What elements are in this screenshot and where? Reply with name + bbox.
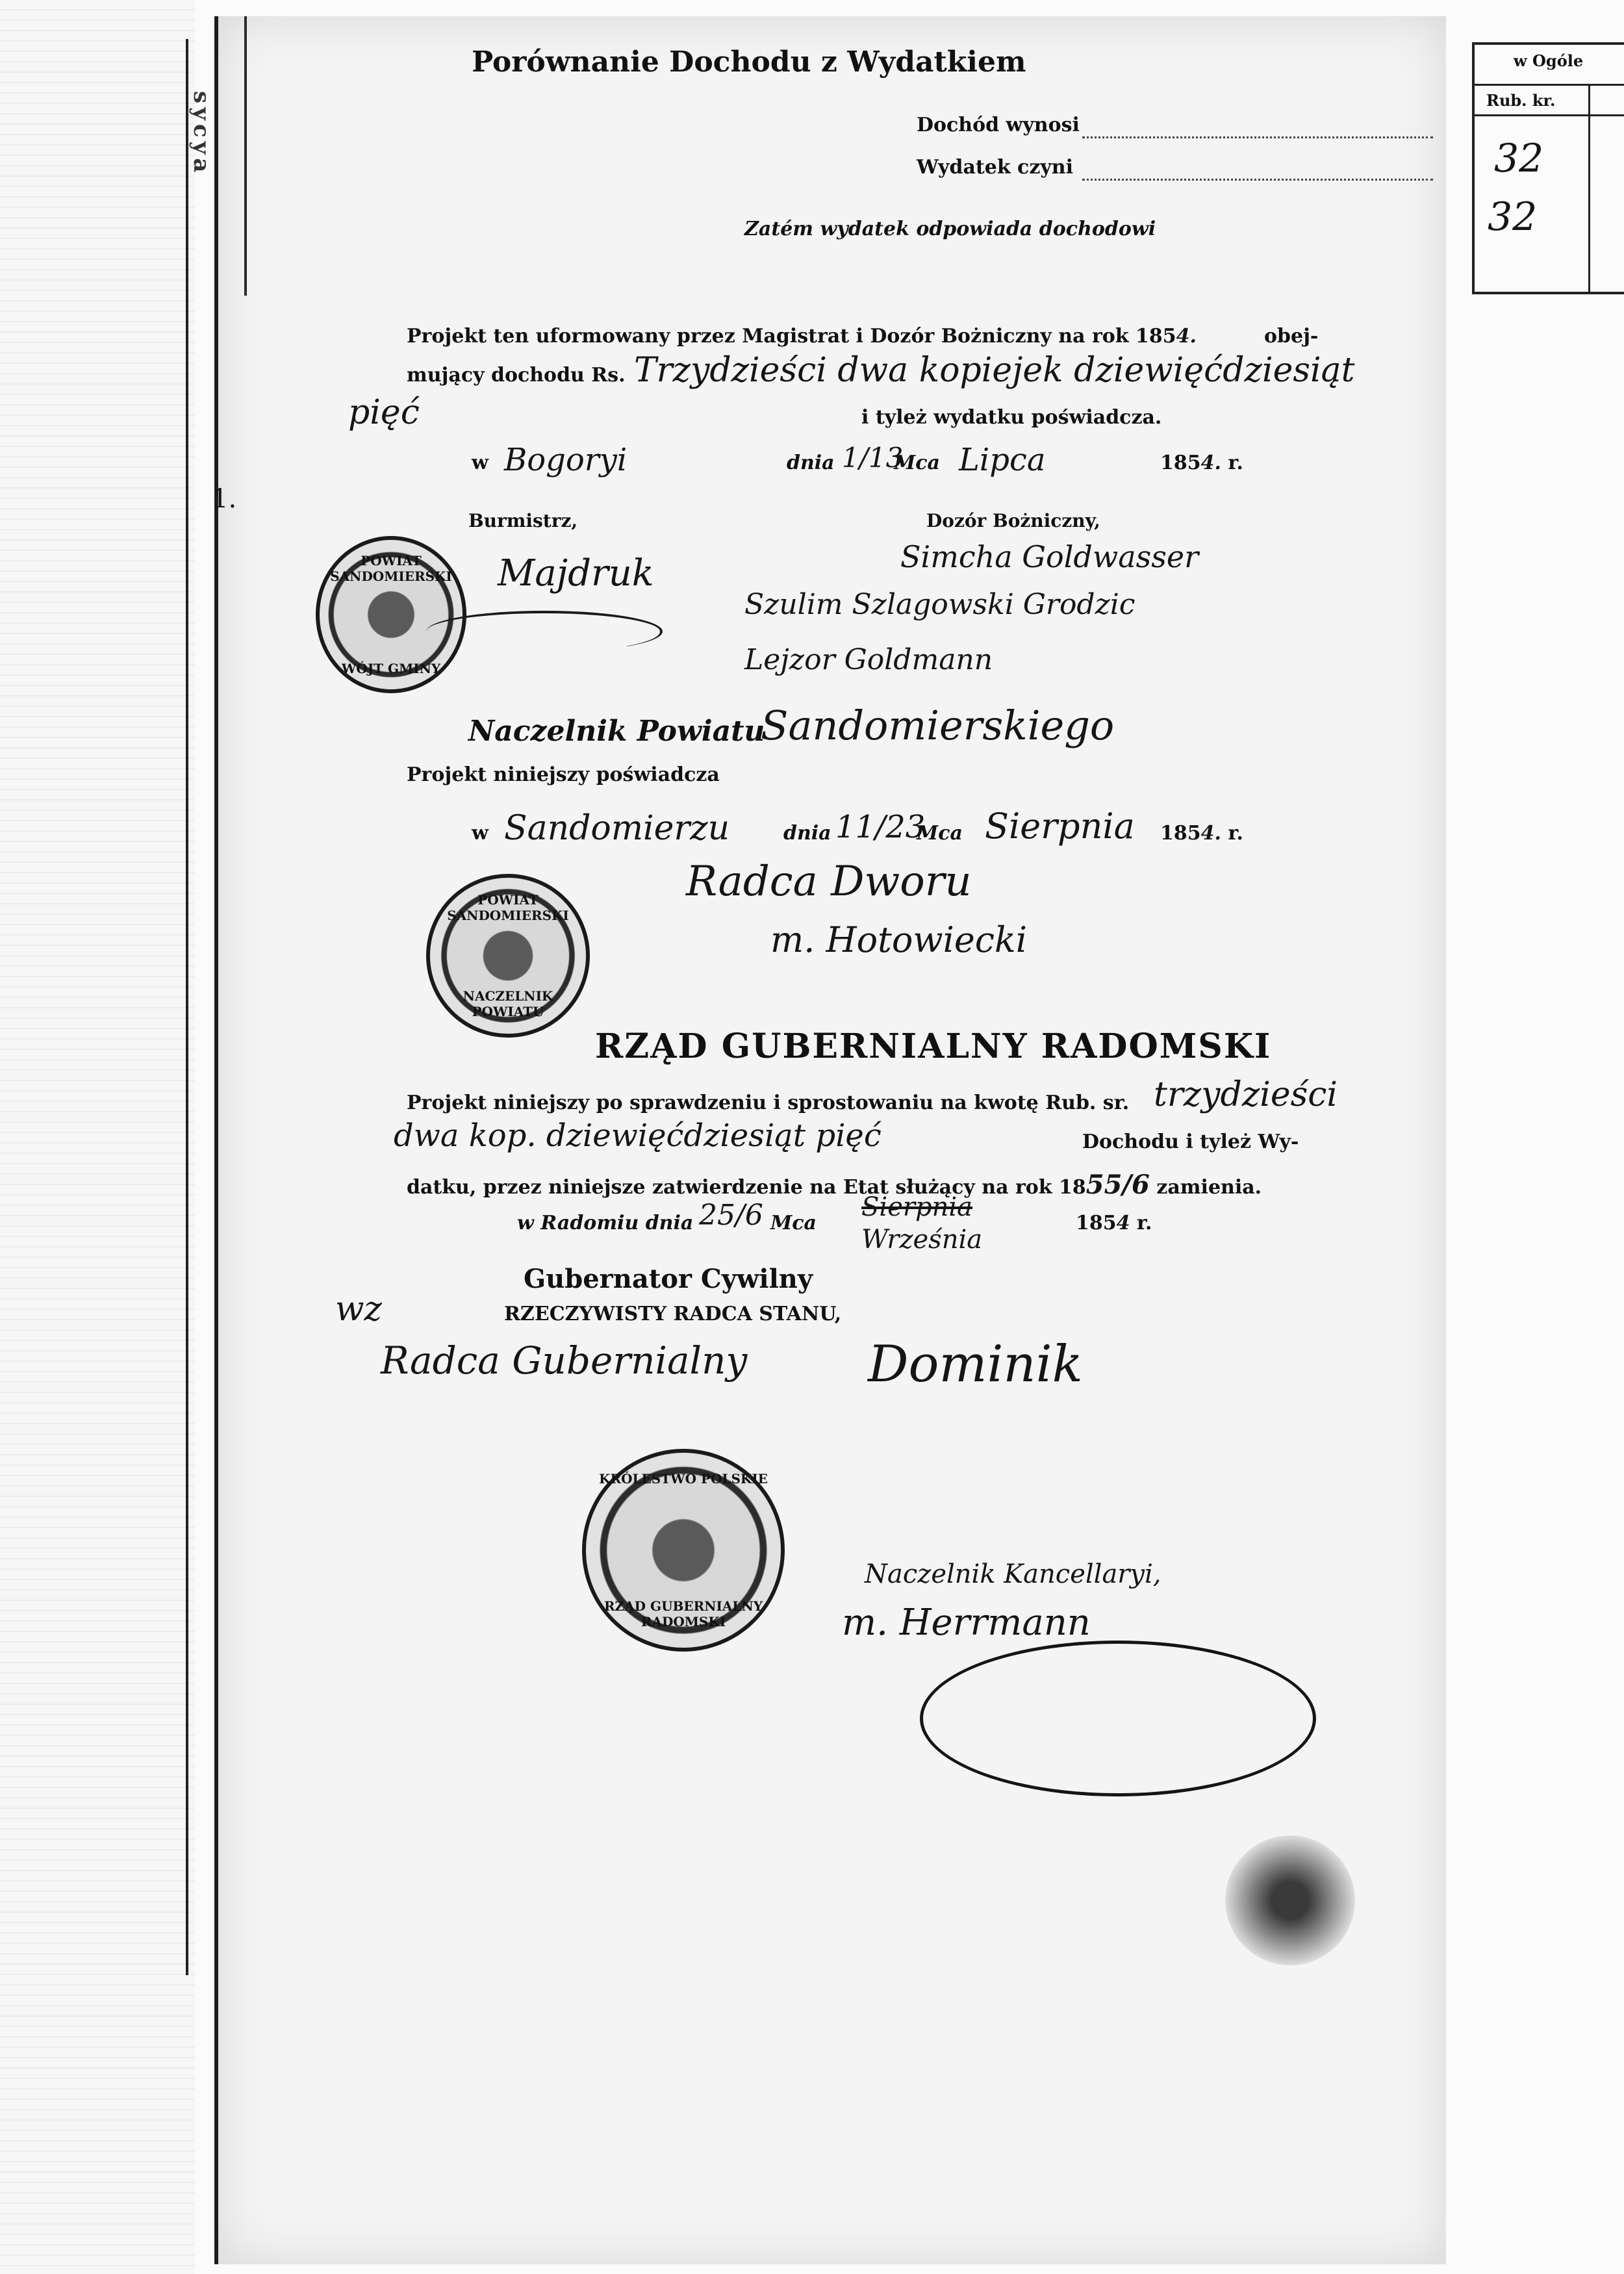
governor-hw-prefix: wz: [335, 1290, 382, 1329]
naczelnik-signature-2: m. Hotowiecki: [770, 919, 1028, 960]
document-sheet: [212, 16, 1584, 2264]
expense-label: Wydatek czyni: [917, 156, 1073, 179]
comparison-conclusion: Zatém wydatek odpowiada dochodowi: [744, 218, 1156, 240]
rzad-place: w Radomiu dnia: [517, 1212, 694, 1234]
burmistrz-label: Burmistrz,: [468, 510, 578, 531]
project-side-mark: 1.: [212, 484, 237, 514]
rzad-month-label: Mca: [770, 1212, 817, 1234]
summary-income-value: 32: [1494, 136, 1544, 181]
rzad-month-hw-1: Sierpnia: [861, 1192, 972, 1222]
governor-subtitle: RZECZYWISTY RADCA STANU,: [504, 1303, 842, 1325]
summary-table-divider: [1588, 84, 1590, 292]
stamp-naczelnik-top: POWIAT SANDOMIERSKI: [447, 892, 569, 923]
project-amount-hw-2: pięć: [348, 393, 420, 432]
project-date-label: dnia: [787, 452, 835, 474]
project-year-prefix: 185: [1160, 452, 1201, 474]
governor-signature: Dominik: [868, 1335, 1083, 1394]
naczelnik-year-hw: 4.: [1200, 822, 1221, 845]
kancellaria-label: Naczelnik Kancellaryi,: [865, 1559, 1161, 1589]
project-line1-text: Projekt ten uformowany przez Magistrat i Dozór Bożniczny na rok 185: [407, 325, 1176, 348]
project-line3: i tyleż wydatku poświadcza.: [861, 406, 1162, 429]
stamp-wojt-top: POWIAT SANDOMIERSKI: [330, 553, 452, 584]
project-year-end: r.: [1228, 452, 1243, 474]
naczelnik-line1: Projekt niniejszy poświadcza: [407, 763, 720, 786]
stamp-rzad: [582, 1449, 785, 1652]
rzad-line2-end: Dochodu i tyleż Wy-: [1082, 1131, 1299, 1153]
naczelnik-month-label: Mca: [917, 822, 963, 845]
project-place-hw: Bogoryi: [504, 442, 628, 478]
naczelnik-title: Naczelnik Powiatu: [468, 715, 765, 748]
naczelnik-year-end: r.: [1228, 822, 1243, 845]
rzad-month-hw-2: Września: [861, 1225, 983, 1255]
project-year: [1160, 452, 1243, 474]
stamp-wojt: [316, 536, 466, 693]
summary-table-columns: [1475, 84, 1624, 116]
rzad-line2-hw: dwa kop. dziewięćdziesiąt pięć: [394, 1118, 882, 1154]
project-line2-prefix: mujący dochodu Rs.: [407, 364, 626, 387]
summary-col-rub: Rub. kr.: [1486, 91, 1556, 110]
naczelnik-signature-1: Radca Dworu: [686, 858, 972, 906]
naczelnik-year: [1160, 822, 1243, 845]
burmistrz-signature: Majdruk: [498, 552, 654, 594]
rzad-year-hw: 4: [1116, 1212, 1130, 1234]
kancellaria-flourish: [920, 1641, 1316, 1796]
project-place-prefix: w: [472, 452, 488, 474]
dozor-signature-2: Szulim Szlagowski Grodzic: [744, 588, 1136, 621]
naczelnik-year-prefix: 185: [1160, 822, 1201, 845]
income-label: Dochód wynosi: [917, 114, 1080, 136]
burmistrz-flourish: [426, 611, 663, 652]
margin-edge-label: sycya: [188, 91, 214, 177]
dozor-signature-1: Simcha Goldwasser: [900, 539, 1199, 574]
stamp-rzad-top: KRÓLESTWO POLSKIE: [599, 1471, 768, 1487]
project-line1: [407, 325, 1197, 348]
rzad-line3-end: zamienia.: [1156, 1176, 1262, 1199]
project-year-hw: 4.: [1176, 325, 1197, 348]
comparison-title: Porównanie Dochodu z Wydatkiem: [472, 45, 1026, 79]
project-year-hw2: 4.: [1200, 452, 1221, 474]
naczelnik-date-hw: 11/23: [835, 809, 926, 845]
summary-table: [1472, 42, 1624, 294]
stamp-naczelnik-bottom: NACZELNIK POWIATU: [463, 988, 553, 1019]
stamp-naczelnik: [426, 874, 590, 1038]
naczelnik-place-prefix: w: [472, 822, 488, 845]
stamp-rzad-bottom: RZĄD GUBERNIALNY RADOMSKI: [603, 1598, 763, 1629]
rzad-year: [1076, 1212, 1152, 1234]
naczelnik-month-hw: Sierpnia: [985, 806, 1135, 847]
dozor-signature-3: Lejzor Goldmann: [744, 643, 993, 676]
expense-dots: [1082, 179, 1433, 181]
governor-hw-line: Radca Gubernialny: [381, 1338, 748, 1383]
left-page-edge: [0, 0, 195, 2274]
rzad-year-prefix: 185: [1076, 1212, 1117, 1234]
kancellaria-signature: m. Herrmann: [842, 1602, 1091, 1644]
summary-expense-value: 32: [1488, 194, 1538, 240]
project-date-hw: 1/13: [842, 442, 904, 474]
naczelnik-title-hw: Sandomierskiego: [761, 702, 1115, 749]
project-line1-end: obej-: [1264, 325, 1319, 348]
summary-table-header: w Ogóle: [1514, 51, 1584, 70]
rzad-line1: Projekt niniejszy po sprawdzeniu i sprostowaniu na kwotę Rub. sr.: [407, 1092, 1130, 1114]
governor-title: Gubernator Cywilny: [524, 1264, 813, 1294]
rzad-date-hw: 25/6: [699, 1199, 763, 1232]
project-month-hw: Lipca: [959, 442, 1046, 478]
rzad-year-end: r.: [1136, 1212, 1152, 1234]
stamp-wojt-bottom: WÓJT GMINY: [341, 661, 441, 676]
project-amount-hw-1: Trzydzieści dwa kopiejek dziewięćdziesiąt: [634, 351, 1355, 390]
rzad-line3: [407, 1169, 1262, 1200]
rzad-line1-hw: trzydzieści: [1154, 1075, 1338, 1114]
rzad-title: RZĄD GUBERNIALNY RADOMSKI: [595, 1027, 1272, 1066]
ink-blot: [1225, 1835, 1355, 1965]
naczelnik-date-label: dnia: [783, 822, 831, 845]
rzad-line3-hw: 55/6: [1085, 1169, 1150, 1200]
income-dots: [1082, 136, 1433, 138]
dozor-label: Dozór Bożniczny,: [926, 510, 1100, 531]
rzad-line3-prefix: datku, przez niniejsze zatwierdzenie na Etat służący na rok 18: [407, 1176, 1086, 1199]
naczelnik-place-hw: Sandomierzu: [504, 809, 730, 848]
project-month-label: Mca: [894, 452, 940, 474]
